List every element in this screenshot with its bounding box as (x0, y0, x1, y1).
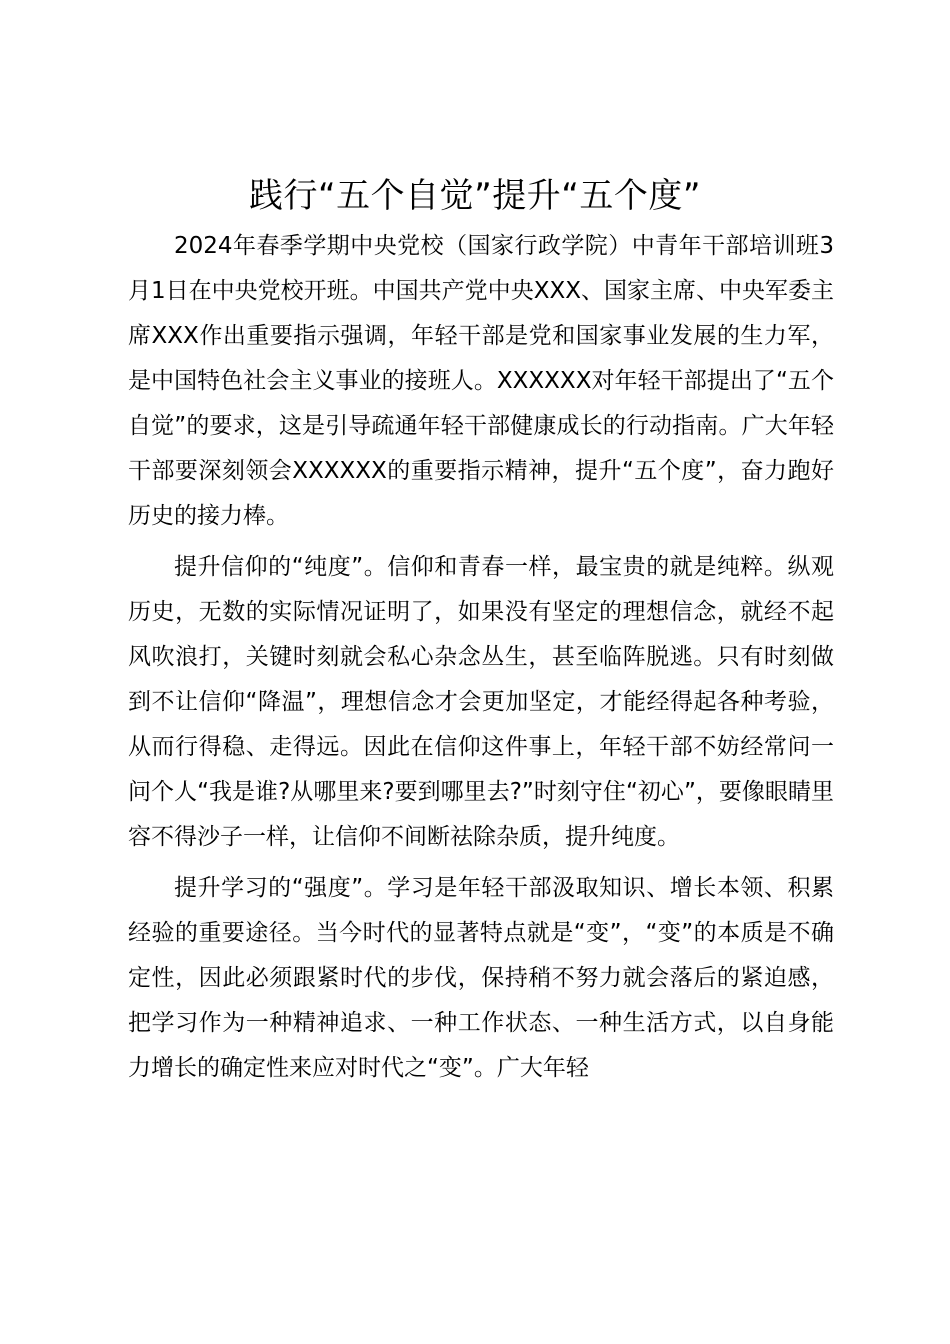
paragraph-study: 提升学习的“强度”。学习是年轻干部汲取知识、增长本领、积累经验的重要途径。当今时代的显著特点就是“变”，“变”的本质是不确定性，因此必须跟紧时代的步伐，保持稍不努力就会落后的紧迫感，把学习作为一种精神追求、一种工作状态、一种生活方式，以自身能力增长的确定性来应对时代之“变”。广大年轻 (128, 875, 834, 1081)
paragraph-intro: 2024年春季学期中央党校（国家行政学院）中青年干部培训班3月1日在中央党校开班。中国共产党中央XXX、国家主席、中央军委主席XXX作出重要指示强调，年轻干部是党和国家事业发展的生力军，是中国特色社会主义事业的接班人。XXXXXX对年轻干部提出了“五个自觉”的要求，这是引导疏通年轻干部健康成长的行动指南。广大年轻干部要深刻领会XXXXXX的重要指示精神，提升“五个度”，奋力跑好历史的接力棒。 (128, 233, 834, 529)
document-body (128, 224, 834, 1097)
paragraph-faith: 提升信仰的“纯度”。信仰和青春一样，最宝贵的就是纯粹。纵观历史，无数的实际情况证明了，如果没有坚定的理想信念，就经不起风吹浪打，关键时刻就会私心杂念丛生，甚至临阵脱逃。只有时刻做到不让信仰“降温”，理想信念才会更加坚定，才能经得起各种考验，从而行得稳、走得远。因此在信仰这件事上，年轻干部不妨经常问一问个人“我是谁?从哪里来?要到哪里去?”时刻守住“初心”，要像眼睛里容不得沙子一样，让信仰不间断祛除杂质，提升纯度。 (128, 554, 834, 850)
document-title: 践行“五个自觉”提升“五个度” (249, 176, 701, 216)
